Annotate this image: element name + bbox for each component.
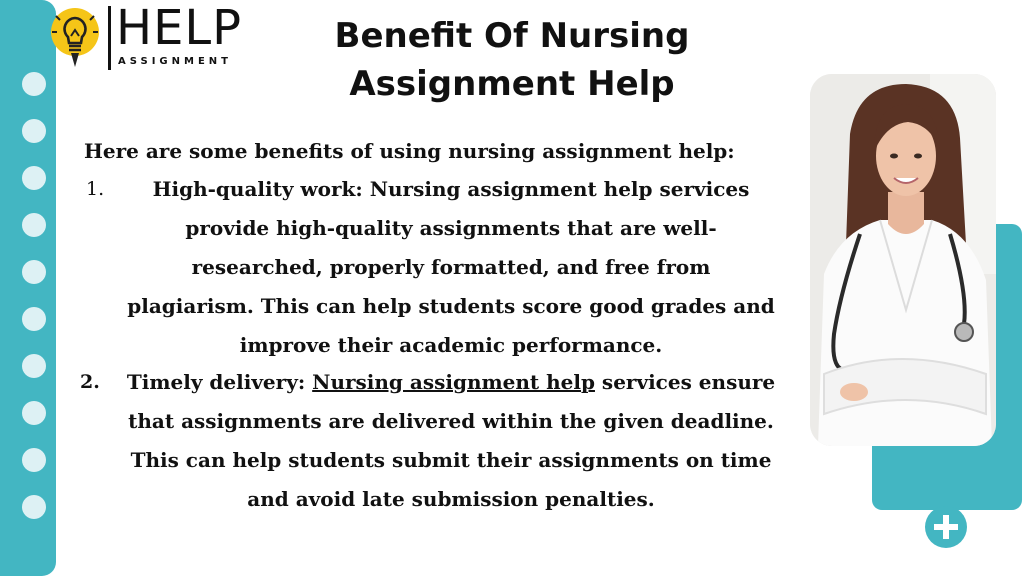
intro-text: Here are some benefits of using nursing assignment help: [84,139,735,163]
strip-dot [22,401,46,425]
strip-dot [22,213,46,237]
title-line-2: Assignment Help [349,64,675,104]
strip-dot [22,354,46,378]
strip-dot [22,119,46,143]
lightbulb-pen-icon [48,6,104,70]
benefit-line: that assignments are delivered within the given deadline. [128,409,774,433]
brand-tagline: ASSIGNMENT [118,56,232,67]
benefit-line: plagiarism. This can help students score good grades and [127,294,775,318]
benefit-line: and avoid late submission penalties. [247,487,655,511]
plus-icon [925,506,967,548]
benefit-lead-end: services ensure [594,370,776,394]
title-line-1: Benefit Of Nursing [334,16,690,56]
strip-dot [22,307,46,331]
nurse-photo [810,74,996,446]
benefit-line: High-quality work: Nursing assignment help services [152,177,750,201]
benefit-line: researched, properly formatted, and free from [191,255,711,279]
benefit-number: 1. [86,178,105,200]
benefit-line: This can help students submit their assignments on time [130,448,772,472]
benefits-content [78,132,794,519]
page-title [300,12,724,108]
brand-name: HELP [116,0,243,56]
benefit-lead: Timely delivery: [126,370,313,394]
benefit-line: provide high-quality assignments that are well- [185,216,717,240]
benefit-line [108,363,794,402]
strip-dot [22,260,46,284]
benefit-line: improve their academic performance. [239,333,663,357]
strip-dot [22,495,46,519]
benefit-number: 2. [80,371,100,393]
strip-dot [22,166,46,190]
benefit-item-2 [78,363,794,519]
strip-dot [22,448,46,472]
benefit-item-1 [78,170,794,365]
strip-dot [22,72,46,96]
brand-logo[interactable] [48,0,248,74]
logo-divider [108,6,111,70]
side-decorative-strip [0,0,56,576]
nurse-illustration [810,74,996,446]
nursing-assignment-help-link[interactable]: Nursing assignment help [312,370,595,394]
